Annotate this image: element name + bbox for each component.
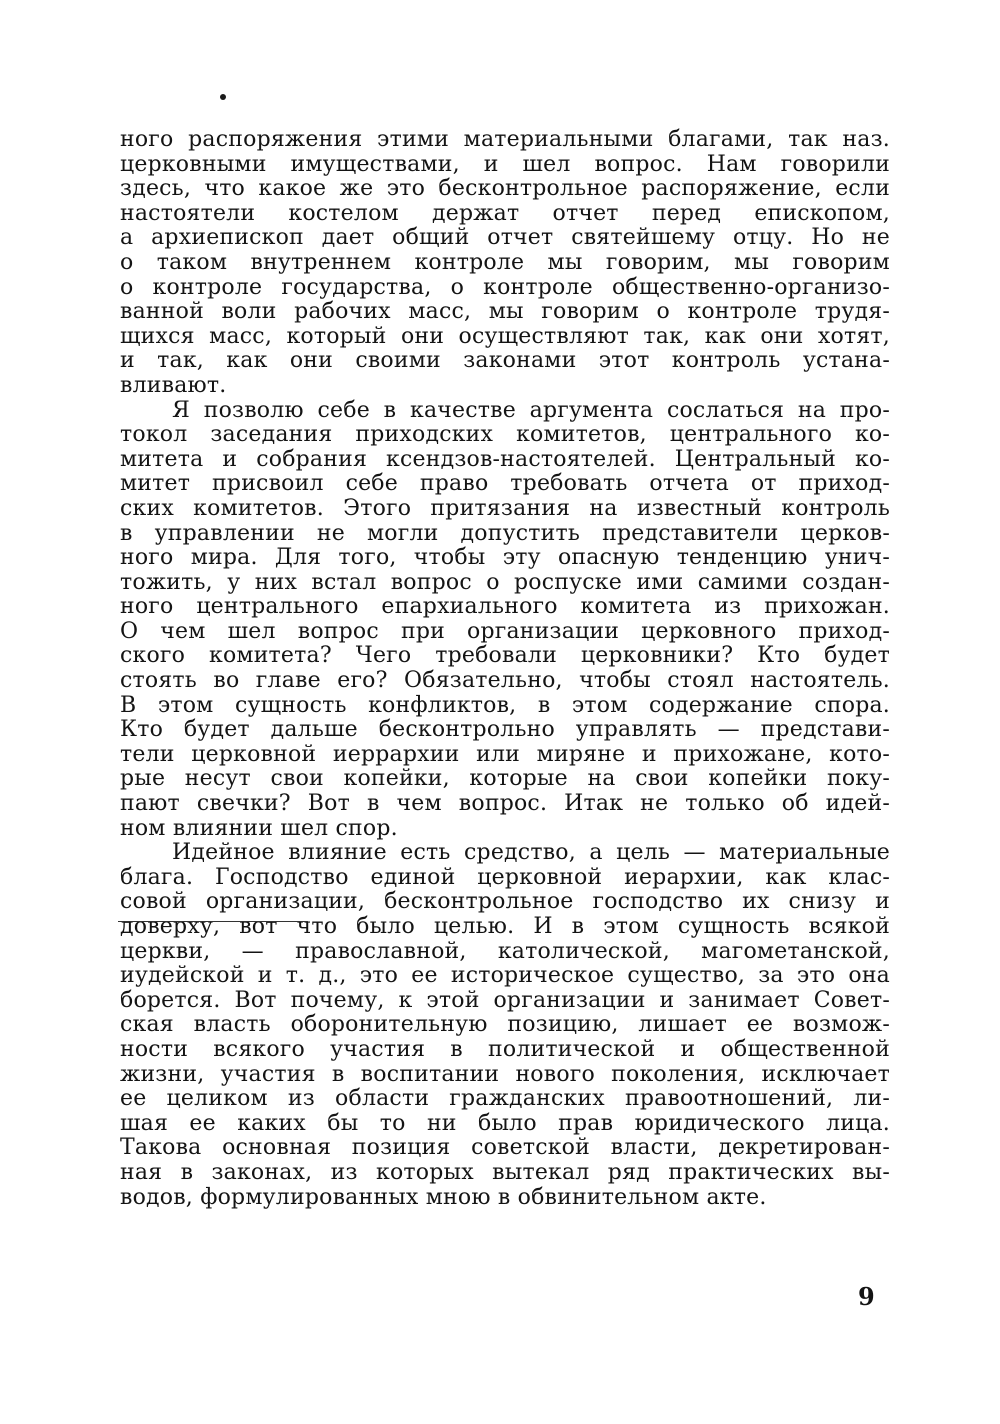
text-line: совой организации, бесконтрольное господство их снизу и	[120, 889, 890, 915]
text-line: о таком внутреннем контроле мы говорим, мы говорим	[120, 249, 890, 275]
text-line: Я позволю себе в качестве аргумента сослаться на про-	[172, 397, 890, 423]
text-line: щихся масс, который они осуществляют так, как они хотят,	[120, 323, 890, 349]
text-line: ских комитетов. Этого притязания на известный контроль	[120, 495, 890, 521]
text-line: Идейное влияние есть средство, а цель — материальные	[172, 840, 890, 866]
text-line: в управлении не могли допустить представители церков-	[120, 520, 890, 546]
text-line: блага. Господство единой церковной иерархии, как клас-	[120, 864, 890, 890]
ink-dot	[220, 94, 226, 100]
text-line: водов, формулированных мною в обвинительном акте.	[120, 1184, 767, 1210]
text-line: ного центрального епархиального комитета из прихожан.	[120, 594, 890, 620]
text-line: ванной воли рабочих масс, мы говорим о контроле трудя-	[120, 299, 890, 325]
text-line: ном влиянии шел спор.	[120, 815, 398, 841]
text-line: и так, как они своими законами этот контроль устана-	[120, 348, 890, 374]
text-line: борется. Вот почему, к этой организации и занимает Совет-	[120, 987, 890, 1013]
text-line: В этом сущность конфликтов, в этом содержание спора.	[120, 692, 890, 718]
text-line: токол заседания приходских комитетов, центрального ко-	[120, 422, 890, 448]
text-line: О чем шел вопрос при организации церковного приход-	[120, 618, 890, 644]
text-line: тожить, у них встал вопрос о роспуске ими самими создан-	[120, 569, 890, 595]
text-line: ская власть оборонительную позицию, лишает ее возмож-	[120, 1012, 890, 1038]
text-line: рые несут свои копейки, которые на свои копейки поку-	[120, 766, 890, 792]
text-line: церкви, — православной, католической, магометанской,	[120, 938, 890, 964]
text-line: настоятели костелом держат отчет перед епископом,	[120, 200, 890, 226]
body-text	[120, 128, 890, 1210]
text-line: ее целиком из области гражданских правоотношений, ли-	[120, 1086, 890, 1112]
text-line: жизни, участия в воспитании нового поколения, исключает	[120, 1061, 890, 1087]
text-line: иудейской и т. д., это ее историческое существо, за это она	[120, 963, 890, 989]
text-line: стоять во главе его? Обязательно, чтобы стоял настоятель.	[120, 668, 890, 694]
paragraph-2	[120, 399, 890, 842]
text-line: церковными имуществами, и шел вопрос. Нам говорили	[120, 151, 890, 177]
text-line: ского комитета? Чего требовали церковники? Кто будет	[120, 643, 890, 669]
handwritten-underline	[118, 921, 308, 922]
text-line: ного мира. Для того, чтобы эту опасную тенденцию унич-	[120, 545, 890, 571]
text-line: о контроле государства, о контроле общественно-организо-	[120, 274, 890, 300]
text-line: здесь, что какое же это бесконтрольное распоряжение, если	[120, 176, 890, 202]
text-line: Кто будет дальше бесконтрольно управлять — представи-	[120, 717, 890, 743]
text-line: пают свечки? Вот в чем вопрос. Итак не только об идей-	[120, 791, 890, 817]
text-line: доверху, вот что было целью. И в этом сущность всякой	[120, 914, 890, 939]
text-line: вливают.	[120, 372, 227, 398]
text-line: а архиепископ дает общий отчет святейшему отцу. Но не	[120, 225, 890, 251]
paragraph-1	[120, 128, 890, 399]
text-line: тели церковной иеррархии или миряне и прихожане, кото-	[120, 741, 890, 767]
text-line: ности всякого участия в политической и общественной	[120, 1036, 890, 1062]
text-line: митета и собрания ксендзов-настоятелей. Центральный ко-	[120, 446, 890, 472]
text-line: митет присвоил себе право требовать отчета от приход-	[120, 471, 890, 497]
page-number: 9	[858, 1282, 875, 1311]
paragraph-3	[120, 841, 890, 1210]
text-line: шая ее каких бы то ни было прав юридического лица.	[120, 1110, 890, 1136]
text-line: ная в законах, из которых вытекал ряд практических вы-	[120, 1159, 890, 1185]
text-line: Такова основная позиция советской власти, декретирован-	[120, 1135, 890, 1161]
text-line: ного распоряжения этими материальными благами, так наз.	[120, 127, 890, 152]
